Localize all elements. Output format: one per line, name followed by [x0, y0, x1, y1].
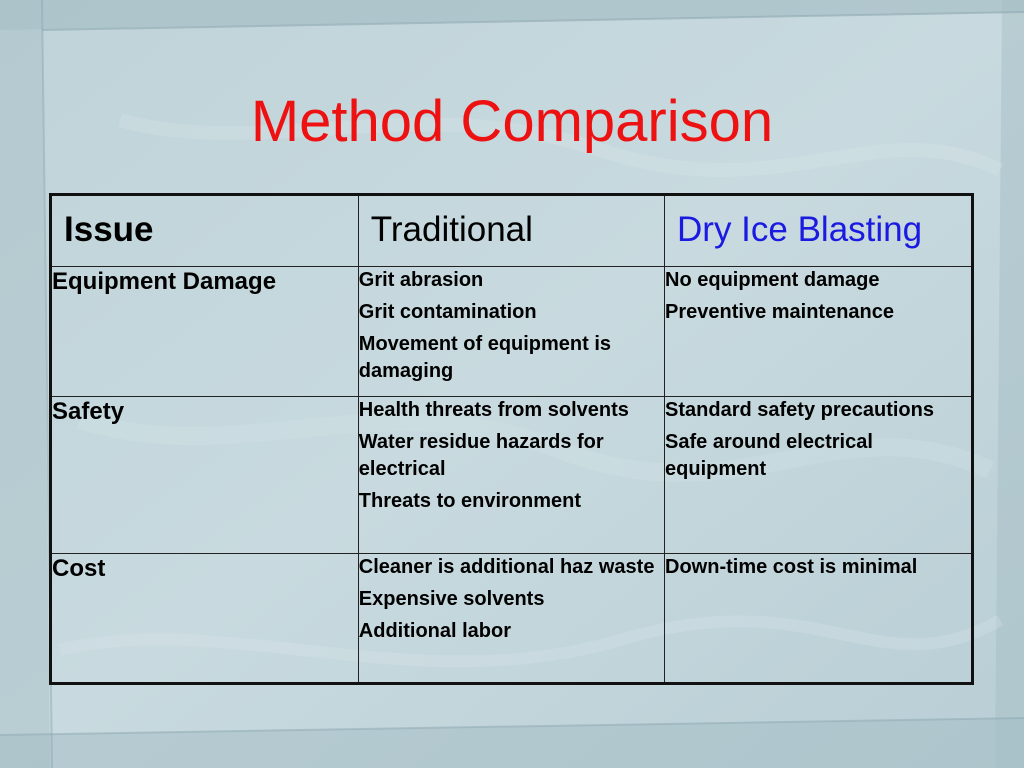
list-item: Down-time cost is minimal — [665, 556, 918, 578]
header-dry-ice-label: Dry Ice Blasting — [677, 210, 923, 249]
header-traditional — [358, 195, 664, 267]
traditional-cell — [358, 267, 664, 397]
header-issue-label: Issue — [64, 210, 154, 249]
list-item: Safe around electrical equipment — [665, 431, 873, 480]
list-item: Expensive solvents — [358, 588, 545, 610]
table-row — [51, 397, 973, 554]
table-header-row — [51, 195, 973, 267]
table-row — [51, 267, 973, 397]
dry-ice-cell — [665, 267, 973, 397]
list-item: Cleaner is additional haz waste — [358, 556, 655, 578]
list-item: Grit abrasion — [358, 269, 484, 291]
issue-cell: Cost — [51, 554, 359, 684]
list-item: Preventive maintenance — [665, 301, 895, 323]
header-traditional-label: Traditional — [370, 210, 533, 249]
comparison-table — [49, 193, 974, 685]
dry-ice-cell — [665, 397, 973, 554]
list-item: Standard safety precautions — [665, 399, 934, 421]
list-item: Health threats from solvents — [358, 399, 629, 421]
list-item: No equipment damage — [665, 269, 880, 291]
issue-cell: Equipment Damage — [51, 267, 359, 397]
issue-cell: Safety — [51, 397, 359, 554]
traditional-cell — [358, 554, 664, 684]
list-item: Water residue hazards for electrical — [358, 431, 604, 480]
table-row — [51, 554, 973, 684]
traditional-cell — [358, 397, 664, 554]
list-item: Grit contamination — [358, 301, 537, 323]
list-item: Movement of equipment is damaging — [358, 333, 612, 382]
slide-title: Method Comparison — [250, 89, 774, 154]
dry-ice-cell — [665, 554, 973, 684]
header-dry-ice — [665, 195, 973, 267]
header-issue — [51, 195, 359, 267]
list-item: Threats to environment — [358, 490, 582, 512]
list-item: Additional labor — [358, 620, 512, 642]
